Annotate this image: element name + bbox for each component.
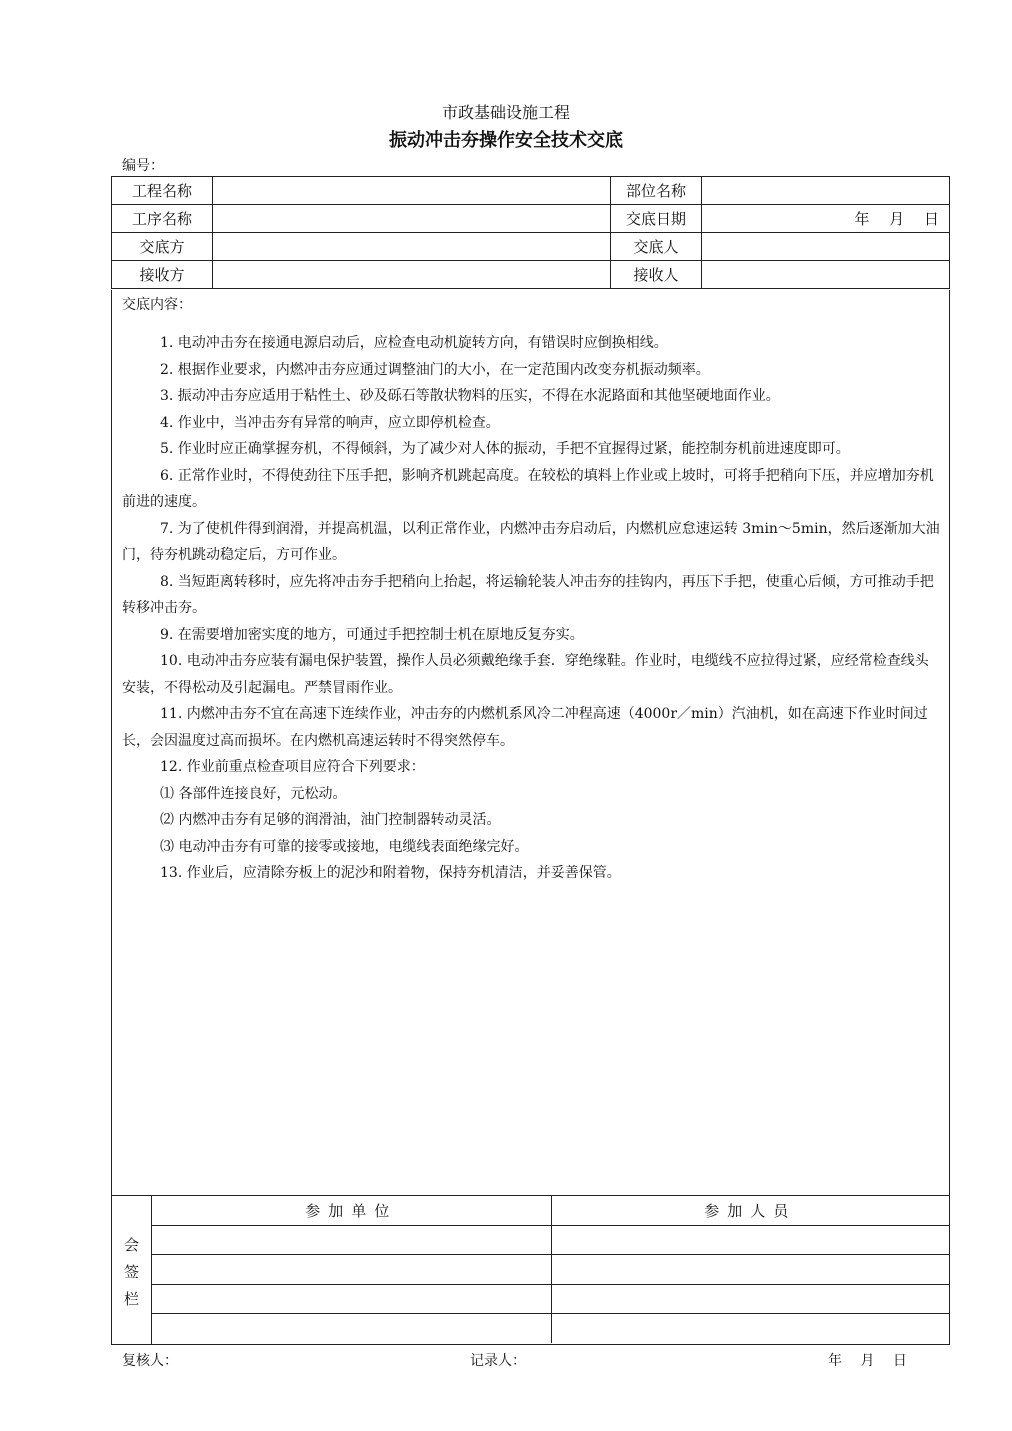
table-row bbox=[112, 205, 950, 233]
content-box bbox=[111, 290, 950, 1196]
footer-date: 年 月 日 bbox=[828, 1353, 907, 1369]
list-sub-item: ⑴ 各部件连接良好，元松动。 bbox=[160, 785, 347, 802]
list-sub-item: ⑶ 电动冲击夯有可靠的接零或接地，电缆线表面绝缘完好。 bbox=[160, 838, 529, 855]
signoff-side-char: 签 bbox=[123, 1263, 139, 1281]
unit-cell[interactable] bbox=[152, 1255, 551, 1285]
content-list bbox=[122, 330, 940, 887]
list-item: 4. 作业中，当冲击夯有异常的响声，应立即停机检查。 bbox=[160, 414, 500, 431]
unit-cell[interactable] bbox=[152, 1284, 551, 1314]
table-row bbox=[152, 1225, 949, 1255]
recorder-label: 记录人： bbox=[470, 1353, 526, 1369]
signoff-side-text bbox=[112, 1232, 151, 1313]
table-row bbox=[112, 177, 950, 205]
list-item: 7. 为了使机件得到润滑，并提高机温，以利正常作业，内燃冲击夯启动后，内燃机应怠速运转 3min～5min，然后逐渐加大油门，待夯机跳动稳定后，方可作业。 bbox=[122, 520, 940, 563]
receiver-party-field[interactable] bbox=[213, 261, 611, 289]
process-name-label: 工序名称 bbox=[112, 205, 213, 233]
discloser-party-label: 交底方 bbox=[112, 233, 213, 261]
project-name-label: 工程名称 bbox=[112, 177, 213, 205]
discloser-party-field[interactable] bbox=[213, 233, 611, 261]
discloser-person-label: 交底人 bbox=[611, 233, 702, 261]
participating-people-header: 参加人员 bbox=[551, 1196, 949, 1225]
document-number-label: 编号： bbox=[122, 158, 164, 174]
document-title: 振动冲击夯操作安全技术交底 bbox=[389, 130, 623, 151]
unit-cell[interactable] bbox=[152, 1314, 551, 1343]
list-item: 9. 在需要增加密实度的地方，可通过手把控制士机在原地反复夯实。 bbox=[160, 626, 584, 643]
project-name-field[interactable] bbox=[213, 177, 611, 205]
discloser-person-field[interactable] bbox=[702, 233, 950, 261]
disclosure-date-field[interactable]: 年 月 日 bbox=[702, 205, 950, 233]
list-item: 13. 作业后，应清除夯板上的泥沙和附着物，保持夯机清洁，并妥善保管。 bbox=[160, 865, 621, 881]
list-item: 5. 作业时应正确掌握夯机，不得倾斜，为了减少对人体的振动，手把不宜握得过紧，能控制夯机前进速度即可。 bbox=[160, 441, 850, 457]
people-cell[interactable] bbox=[551, 1255, 949, 1285]
part-name-label: 部位名称 bbox=[611, 177, 702, 205]
list-item: 11. 内燃冲击夯不宜在高速下连续作业，冲击夯的内燃机系风冷二冲程高速（4000r／min）汽油机，如在高速下作业时间过长，会因温度过高而损坏。在内燃机高速运转时不得突然停车。 bbox=[122, 706, 928, 749]
signoff-table bbox=[152, 1196, 949, 1343]
list-item: 2. 根据作业要求，内燃冲击夯应通过调整油门的大小，在一定范围内改变夯机振动频率。 bbox=[160, 361, 710, 378]
disclosure-date-label: 交底日期 bbox=[611, 205, 702, 233]
receiver-person-label: 接收人 bbox=[611, 261, 702, 289]
table-row bbox=[152, 1284, 949, 1314]
list-sub-item: ⑵ 内燃冲击夯有足够的润滑油，油门控制器转动灵活。 bbox=[160, 812, 501, 828]
super-title: 市政基础设施工程 bbox=[441, 103, 570, 122]
table-row bbox=[152, 1255, 949, 1285]
table-row bbox=[112, 233, 950, 261]
reviewer-label: 复核人： bbox=[122, 1353, 178, 1369]
receiver-party-label: 接收方 bbox=[112, 261, 213, 289]
list-item: 1. 电动冲击夯在接通电源启动后，应检查电动机旋转方向，有错误时应倒换相线。 bbox=[160, 335, 668, 351]
participating-unit-header: 参加单位 bbox=[152, 1196, 551, 1225]
part-name-field[interactable] bbox=[702, 177, 950, 205]
process-name-field[interactable] bbox=[213, 205, 611, 233]
list-item: 12. 作业前重点检查项目应符合下列要求： bbox=[160, 759, 425, 775]
list-item: 8. 当短距离转移时，应先将冲击夯手把稍向上抬起，将运输轮装人冲击夯的挂钩内，再压下手把，使重心后倾，方可推动手把转移冲击夯。 bbox=[122, 573, 934, 616]
list-item: 6. 正常作业时，不得使劲往下压手把，影响齐机跳起高度。在较松的填料上作业或上坡时，可将手把稍向下压，并应增加夯机前进的速度。 bbox=[122, 467, 934, 510]
info-table bbox=[111, 176, 950, 289]
table-row bbox=[152, 1196, 949, 1225]
people-cell[interactable] bbox=[551, 1314, 949, 1343]
list-item: 3. 振动冲击夯应适用于粘性土、砂及砾石等散状物料的压实，不得在水泥路面和其他坚硬地面作业。 bbox=[160, 388, 780, 404]
content-label: 交底内容： bbox=[122, 297, 192, 313]
signoff-section bbox=[111, 1195, 950, 1345]
table-row bbox=[112, 261, 950, 289]
people-cell[interactable] bbox=[551, 1225, 949, 1255]
list-item: 10. 电动冲击夯应装有漏电保护装置，操作人员必须戴绝缘手套．穿绝缘鞋。作业时，电缆线不应拉得过紧，应经常检查线头安装，不得松动及引起漏电。严禁冒雨作业。 bbox=[122, 653, 929, 696]
signoff-side-label bbox=[112, 1196, 152, 1344]
unit-cell[interactable] bbox=[152, 1225, 551, 1255]
signoff-side-char: 栏 bbox=[123, 1290, 139, 1308]
table-row bbox=[152, 1314, 949, 1343]
receiver-person-field[interactable] bbox=[702, 261, 950, 289]
people-cell[interactable] bbox=[551, 1284, 949, 1314]
signoff-side-char: 会 bbox=[123, 1236, 139, 1254]
